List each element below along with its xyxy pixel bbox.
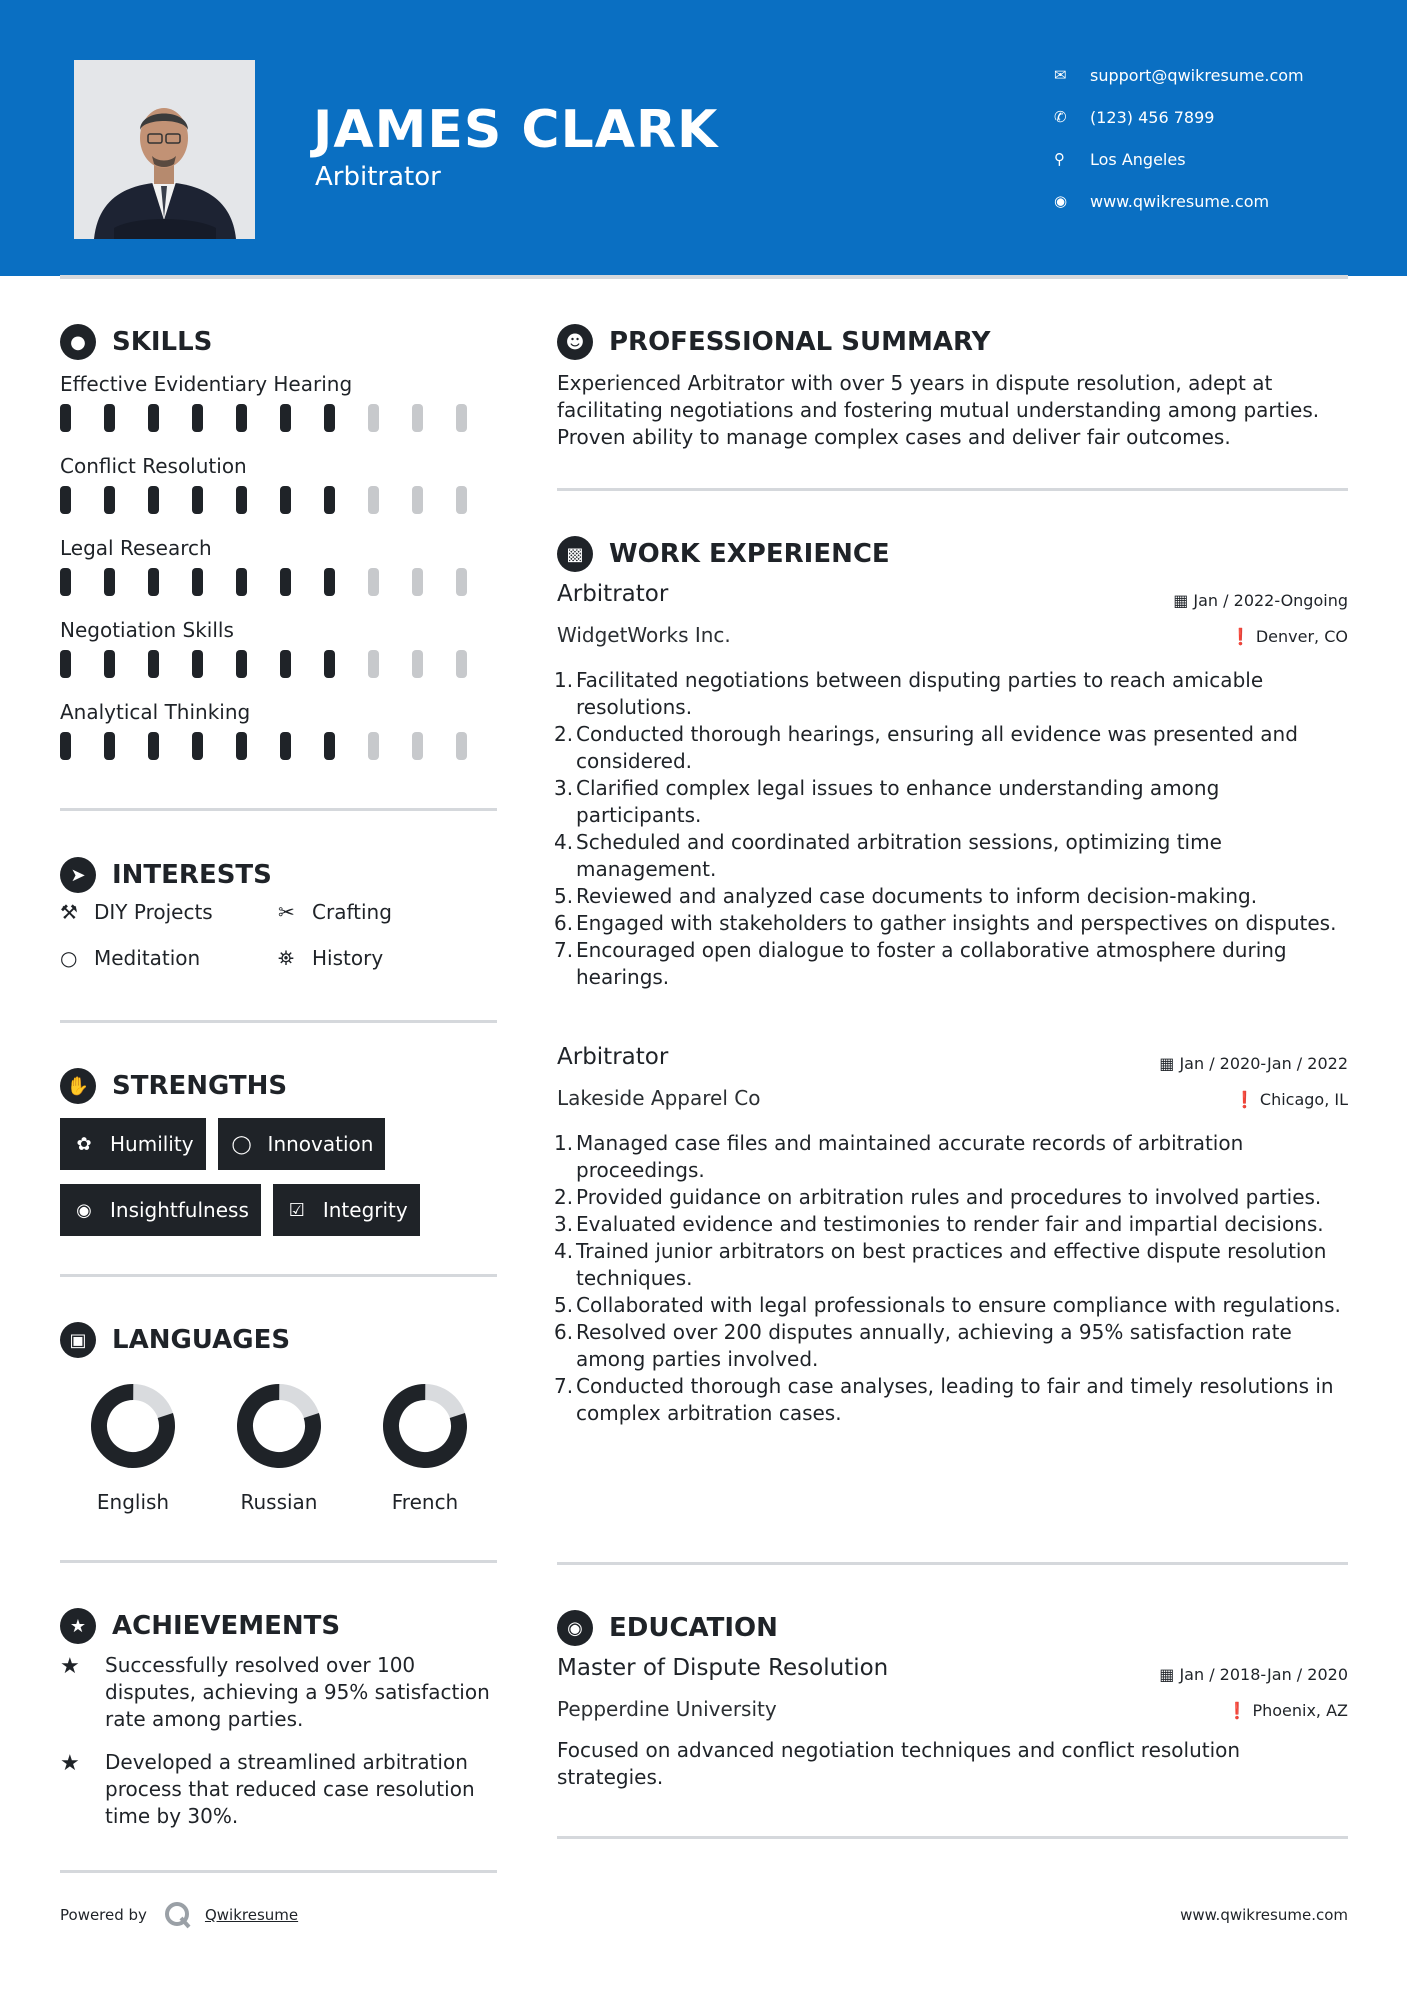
job-date bbox=[1173, 591, 1348, 610]
job-bullet: Conducted thorough case analyses, leading to fair and timely resolutions in complex arbitration cases. bbox=[576, 1374, 1334, 1425]
skill-level-segment bbox=[192, 650, 203, 678]
job-bullet: Evaluated evidence and testimonies to render fair and impartial decisions. bbox=[576, 1212, 1324, 1236]
achievement-text: Successfully resolved over 100 disputes, achieving a 95% satisfaction rate among parties. bbox=[105, 1653, 490, 1731]
contact-email-text[interactable]: support@qwikresume.com bbox=[1090, 65, 1304, 85]
languages-list bbox=[60, 1382, 500, 1514]
skill-level-segment bbox=[280, 486, 291, 514]
skill-level-segment bbox=[60, 568, 71, 596]
languages-title: LANGUAGES bbox=[112, 1325, 291, 1355]
interest-label: DIY Projects bbox=[94, 900, 213, 924]
skill-level-segment bbox=[412, 732, 423, 760]
job-location-text: Chicago, IL bbox=[1259, 1090, 1348, 1109]
experience-heading bbox=[557, 536, 890, 572]
job-company: Lakeside Apparel Co bbox=[557, 1086, 761, 1110]
interest-item bbox=[278, 944, 496, 972]
skill-level-segment bbox=[456, 568, 467, 596]
achievements-title: ACHIEVEMENTS bbox=[112, 1611, 341, 1641]
education-subheader bbox=[557, 1695, 1348, 1735]
interest-label: History bbox=[312, 946, 384, 970]
job-date bbox=[1159, 1054, 1348, 1073]
brand-link[interactable]: Qwikresume bbox=[204, 1906, 299, 1924]
skill-level-segment bbox=[368, 404, 379, 432]
job-date-text: Jan / 2020-Jan / 2022 bbox=[1179, 1054, 1348, 1073]
strength-label: Humility bbox=[110, 1132, 194, 1156]
skill-level-segment bbox=[456, 650, 467, 678]
skill-level-segment bbox=[148, 732, 159, 760]
eye-icon: ◉ bbox=[76, 1199, 92, 1221]
pin-icon: ❗ bbox=[1227, 1701, 1253, 1720]
check-square-icon: ☑ bbox=[288, 1199, 305, 1221]
contact-location bbox=[1054, 138, 1304, 180]
skill-level-bar bbox=[60, 732, 500, 760]
interest-item bbox=[60, 944, 278, 972]
job-bullet: Reviewed and analyzed case documents to inform decision-making. bbox=[576, 884, 1258, 908]
skill-name: Effective Evidentiary Hearing bbox=[60, 372, 353, 396]
strength-badge bbox=[218, 1118, 386, 1170]
job-location-text: Denver, CO bbox=[1255, 627, 1348, 646]
skill-level-bar bbox=[60, 404, 500, 432]
achievement-item bbox=[60, 1652, 500, 1733]
language-item bbox=[352, 1382, 498, 1514]
interests-title: INTERESTS bbox=[112, 860, 272, 890]
section-divider bbox=[60, 1274, 497, 1277]
achievement-item bbox=[60, 1749, 500, 1830]
summary-text: Experienced Arbitrator with over 5 years in dispute resolution, adept at facilitating negotiations and fostering mutual understanding among parties. Proven ability to manage complex cases and deliver fair outcomes. bbox=[557, 371, 1320, 449]
skill-level-segment bbox=[104, 486, 115, 514]
job-header bbox=[557, 581, 1348, 621]
skill-name: Negotiation Skills bbox=[60, 618, 234, 642]
skill-level-segment bbox=[324, 404, 335, 432]
school-name: Pepperdine University bbox=[557, 1697, 777, 1721]
contact-website[interactable] bbox=[1054, 180, 1304, 222]
achievement-text: Developed a streamlined arbitration process that reduced case resolution time by 30%. bbox=[105, 1750, 475, 1828]
job-bullet: Encouraged open dialogue to foster a collaborative atmosphere during hearings. bbox=[576, 938, 1287, 989]
paper-plane-icon: ➤ bbox=[60, 857, 96, 893]
job-bullet: Clarified complex legal issues to enhance understanding among participants. bbox=[576, 776, 1220, 827]
user-icon: ☻ bbox=[557, 324, 593, 360]
candidate-name: JAMES CLARK bbox=[313, 100, 719, 160]
candidate-role: Arbitrator bbox=[315, 162, 441, 192]
skill-level-segment bbox=[60, 650, 71, 678]
education-location bbox=[1227, 1701, 1348, 1720]
qwikresume-logo-icon bbox=[163, 1900, 193, 1930]
language-item bbox=[60, 1382, 206, 1514]
contact-website-text[interactable]: www.qwikresume.com bbox=[1090, 191, 1270, 211]
job-bullet: Trained junior arbitrators on best practices and effective dispute resolution techniques. bbox=[576, 1239, 1327, 1290]
map-pin-icon: ⚲ bbox=[1054, 150, 1065, 168]
skill-level-segment bbox=[412, 568, 423, 596]
language-item bbox=[206, 1382, 352, 1514]
strength-badge bbox=[60, 1118, 206, 1170]
job-bullet: Engaged with stakeholders to gather insights and perspectives on disputes. bbox=[576, 911, 1337, 935]
skill-level-segment bbox=[368, 568, 379, 596]
section-divider bbox=[60, 1560, 497, 1563]
section-divider bbox=[60, 1870, 497, 1873]
skill-level-segment bbox=[104, 568, 115, 596]
calendar-icon: ▦ bbox=[1159, 1054, 1180, 1073]
interests-list bbox=[60, 898, 500, 972]
skill-level-segment bbox=[236, 486, 247, 514]
skill-level-segment bbox=[324, 732, 335, 760]
skill-level-segment bbox=[412, 486, 423, 514]
job-bullet: Resolved over 200 disputes annually, achieving a 95% satisfaction rate among parties involved. bbox=[576, 1320, 1292, 1371]
section-divider bbox=[557, 1836, 1348, 1839]
skill-level-segment bbox=[324, 486, 335, 514]
job-bullet: Facilitated negotiations between disputing parties to reach amicable resolutions. bbox=[576, 668, 1264, 719]
job-subheader bbox=[557, 621, 1348, 661]
skill-level-segment bbox=[456, 486, 467, 514]
summary-heading bbox=[557, 324, 990, 360]
job-entry bbox=[557, 581, 1348, 991]
strengths-row bbox=[60, 1118, 500, 1170]
strengths-title: STRENGTHS bbox=[112, 1071, 288, 1101]
lightbulb-icon: ● bbox=[60, 324, 96, 360]
scissors-icon: ✂ bbox=[278, 900, 295, 924]
job-title: Arbitrator bbox=[557, 1044, 669, 1070]
job-title: Arbitrator bbox=[557, 581, 669, 607]
job-bullet: Collaborated with legal professionals to ensure compliance with regulations. bbox=[576, 1293, 1341, 1317]
skill-level-segment bbox=[456, 732, 467, 760]
strength-label: Innovation bbox=[267, 1132, 374, 1156]
skill-level-segment bbox=[368, 732, 379, 760]
interest-item bbox=[278, 898, 496, 926]
job-bullets bbox=[557, 667, 1348, 991]
skill-level-segment bbox=[236, 568, 247, 596]
skill-item bbox=[60, 450, 500, 532]
skill-level-segment bbox=[236, 732, 247, 760]
skill-level-segment bbox=[192, 486, 203, 514]
skill-level-segment bbox=[60, 404, 71, 432]
contact-location-text: Los Angeles bbox=[1090, 149, 1186, 169]
job-bullet: Managed case files and maintained accurate records of arbitration proceedings. bbox=[576, 1131, 1244, 1182]
job-bullets bbox=[557, 1130, 1348, 1427]
job-bullet: Provided guidance on arbitration rules and procedures to involved parties. bbox=[576, 1185, 1322, 1209]
lightbulb-icon: ◯ bbox=[231, 1133, 252, 1155]
education-description: Focused on advanced negotiation techniques and conflict resolution strategies. bbox=[557, 1738, 1241, 1789]
job-company: WidgetWorks Inc. bbox=[557, 623, 731, 647]
header-divider bbox=[60, 275, 1348, 279]
job-location bbox=[1231, 627, 1348, 646]
section-divider bbox=[557, 488, 1348, 491]
skill-name: Legal Research bbox=[60, 536, 212, 560]
summary-title: PROFESSIONAL SUMMARY bbox=[609, 327, 991, 357]
skill-item bbox=[60, 532, 500, 614]
job-entry bbox=[557, 1044, 1348, 1427]
education-location-text: Phoenix, AZ bbox=[1252, 1701, 1348, 1720]
profile-photo bbox=[74, 60, 255, 239]
skill-level-segment bbox=[148, 650, 159, 678]
skill-level-segment bbox=[368, 650, 379, 678]
star-icon: ★ bbox=[60, 1654, 80, 1679]
education-date-text: Jan / 2018-Jan / 2020 bbox=[1179, 1665, 1348, 1684]
skill-level-segment bbox=[280, 650, 291, 678]
skill-level-segment bbox=[192, 404, 203, 432]
leaf-icon: ✿ bbox=[76, 1133, 92, 1155]
skill-level-segment bbox=[104, 650, 115, 678]
wrench-icon: ⚒ bbox=[60, 900, 78, 924]
contact-phone-text[interactable]: (123) 456 7899 bbox=[1090, 107, 1215, 127]
skill-level-bar bbox=[60, 568, 500, 596]
skill-level-segment bbox=[368, 486, 379, 514]
skill-name: Conflict Resolution bbox=[60, 454, 247, 478]
job-header bbox=[557, 1044, 1348, 1084]
calendar-icon: ▦ bbox=[1173, 591, 1194, 610]
graduate-icon: ◉ bbox=[557, 1610, 593, 1646]
skill-name: Analytical Thinking bbox=[60, 700, 251, 724]
strength-label: Insightfulness bbox=[110, 1198, 249, 1222]
contact-phone[interactable] bbox=[1054, 96, 1304, 138]
hand-icon: ✋ bbox=[60, 1068, 96, 1104]
interest-label: Meditation bbox=[94, 946, 201, 970]
section-divider bbox=[557, 1562, 1348, 1565]
skill-level-segment bbox=[280, 568, 291, 596]
strength-badge bbox=[273, 1184, 420, 1236]
globe-icon: ◉ bbox=[1054, 192, 1068, 210]
skill-level-segment bbox=[280, 404, 291, 432]
circle-icon: ○ bbox=[60, 946, 78, 970]
skill-level-segment bbox=[60, 732, 71, 760]
achievements-heading bbox=[60, 1608, 340, 1644]
skill-level-segment bbox=[236, 404, 247, 432]
skill-level-segment bbox=[60, 486, 71, 514]
skill-level-segment bbox=[412, 650, 423, 678]
strengths-heading bbox=[60, 1068, 287, 1104]
skill-level-bar bbox=[60, 486, 500, 514]
job-date-text: Jan / 2022-Ongoing bbox=[1193, 591, 1348, 610]
skills-heading bbox=[60, 324, 212, 360]
museum-icon: ⛯ bbox=[278, 946, 294, 970]
education-entry bbox=[557, 1655, 1348, 1791]
section-divider bbox=[60, 1020, 497, 1023]
job-bullet: Conducted thorough hearings, ensuring all evidence was presented and considered. bbox=[576, 722, 1298, 773]
footer-url[interactable]: www.qwikresume.com bbox=[1180, 1906, 1348, 1924]
contact-list bbox=[1054, 54, 1304, 222]
job-subheader bbox=[557, 1084, 1348, 1124]
language-icon: ▣ bbox=[60, 1322, 96, 1358]
calendar-icon: ▦ bbox=[1159, 1665, 1180, 1684]
languages-heading bbox=[60, 1322, 290, 1358]
skill-item bbox=[60, 696, 500, 778]
strengths-row bbox=[60, 1184, 500, 1236]
pin-icon: ❗ bbox=[1234, 1090, 1260, 1109]
skill-level-segment bbox=[148, 486, 159, 514]
strength-label: Integrity bbox=[322, 1198, 408, 1222]
skill-level-segment bbox=[148, 568, 159, 596]
resume-header bbox=[0, 0, 1407, 276]
strengths-list bbox=[60, 1118, 500, 1250]
skill-level-segment bbox=[148, 404, 159, 432]
language-proficiency-ring bbox=[381, 1382, 469, 1470]
skill-level-segment bbox=[192, 732, 203, 760]
powered-by-text: Powered by bbox=[60, 1906, 147, 1924]
interests-heading bbox=[60, 857, 272, 893]
contact-email[interactable] bbox=[1054, 54, 1304, 96]
skill-level-segment bbox=[104, 404, 115, 432]
footer-powered-by bbox=[60, 1900, 298, 1930]
experience-title: WORK EXPERIENCE bbox=[609, 539, 890, 569]
language-proficiency-ring bbox=[89, 1382, 177, 1470]
skill-item bbox=[60, 614, 500, 696]
language-name: Russian bbox=[240, 1490, 318, 1514]
star-badge-icon: ★ bbox=[60, 1608, 96, 1644]
skill-level-segment bbox=[412, 404, 423, 432]
job-bullet: Scheduled and coordinated arbitration sessions, optimizing time management. bbox=[576, 830, 1222, 881]
education-header bbox=[557, 1655, 1348, 1695]
star-icon: ★ bbox=[60, 1751, 80, 1776]
interest-label: Crafting bbox=[312, 900, 392, 924]
skill-level-segment bbox=[324, 568, 335, 596]
skill-level-segment bbox=[456, 404, 467, 432]
language-proficiency-ring bbox=[235, 1382, 323, 1470]
degree-title: Master of Dispute Resolution bbox=[557, 1655, 889, 1681]
skill-level-segment bbox=[236, 650, 247, 678]
phone-icon: ✆ bbox=[1054, 108, 1067, 126]
strength-badge bbox=[60, 1184, 261, 1236]
skill-level-bar bbox=[60, 650, 500, 678]
skill-level-segment bbox=[280, 732, 291, 760]
skills-list bbox=[60, 368, 500, 778]
pin-icon: ❗ bbox=[1230, 627, 1256, 646]
language-name: French bbox=[391, 1490, 459, 1514]
skills-title: SKILLS bbox=[112, 327, 213, 357]
interest-item bbox=[60, 898, 278, 926]
job-location bbox=[1235, 1090, 1348, 1109]
section-divider bbox=[60, 808, 497, 811]
education-title: EDUCATION bbox=[609, 1613, 778, 1643]
language-name: English bbox=[96, 1490, 170, 1514]
office-chair-icon: ▩ bbox=[557, 536, 593, 572]
education-date bbox=[1159, 1665, 1348, 1684]
skill-level-segment bbox=[324, 650, 335, 678]
education-heading bbox=[557, 1610, 778, 1646]
achievements-list bbox=[60, 1652, 500, 1846]
skill-level-segment bbox=[192, 568, 203, 596]
skill-item bbox=[60, 368, 500, 450]
skill-level-segment bbox=[104, 732, 115, 760]
envelope-icon: ✉ bbox=[1054, 66, 1067, 84]
